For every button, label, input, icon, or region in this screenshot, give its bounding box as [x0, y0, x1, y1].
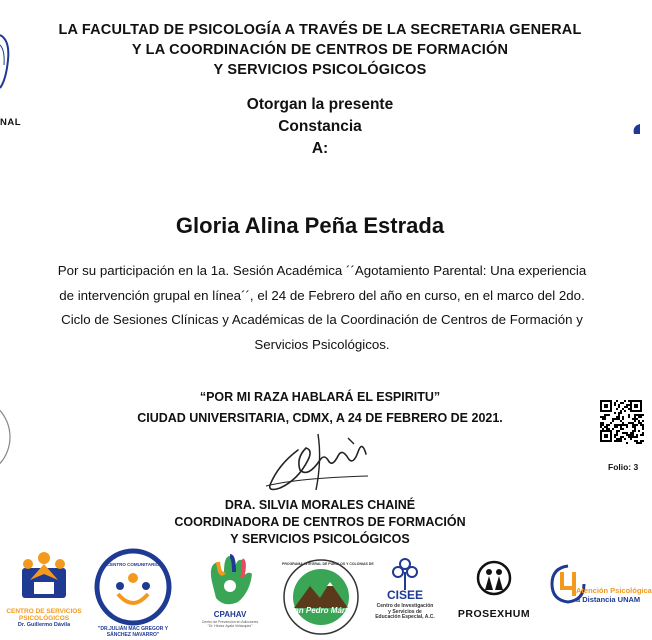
qr-module: [614, 424, 616, 426]
qr-module: [622, 424, 624, 426]
qr-module: [634, 420, 636, 422]
qr-module: [608, 414, 610, 416]
qr-module: [602, 418, 604, 420]
qr-module: [632, 436, 634, 438]
qr-module: [600, 422, 602, 424]
qr-module: [638, 422, 640, 424]
qr-module: [604, 414, 606, 416]
qr-module: [636, 424, 638, 426]
motto-text: “POR MI RAZA HABLARÁ EL ESPIRITU”: [199, 390, 441, 404]
qr-module: [620, 428, 622, 430]
qr-module: [614, 440, 616, 442]
qr-module: [632, 434, 634, 436]
qr-module: [616, 416, 618, 418]
qr-module: [610, 422, 612, 424]
qr-module: [622, 416, 624, 418]
logo5-name: CISEE: [386, 588, 423, 602]
qr-module: [612, 420, 614, 422]
logo1-line-1: CENTRO DE SERVICIOS: [6, 608, 82, 615]
qr-module: [632, 426, 634, 428]
qr-code[interactable]: [600, 400, 644, 460]
signer-title-1: COORDINADORA DE CENTROS DE FORMACIÓN: [174, 515, 466, 529]
qr-module: [640, 416, 642, 418]
qr-module: [616, 424, 618, 426]
qr-module: [614, 412, 616, 414]
qr-module: [622, 436, 624, 438]
qr-module: [626, 406, 628, 408]
qr-module: [640, 414, 642, 416]
qr-module: [606, 426, 608, 428]
qr-module: [634, 414, 636, 416]
header-line-1: LA FACULTAD DE PSICOLOGÍA A TRAVÉS DE LA SECRETARIA GENERAL: [58, 22, 582, 38]
qr-module: [628, 404, 630, 406]
body-line-1: Por su participación en la 1a. Sesión Académica ´´Agotamiento Parental: Una experiencia: [57, 263, 587, 278]
logo3-sub-2: "Dr. Héctor Ayala Velázquez": [207, 624, 253, 628]
seal-partial: [0, 395, 14, 480]
qr-module: [640, 442, 642, 444]
qr-module: [620, 426, 622, 428]
qr-module: [638, 430, 640, 432]
logo-prosexhum: [446, 560, 542, 630]
logo5-sub-3: Educación Especial, A.C.: [375, 614, 435, 620]
qr-module: [602, 416, 604, 418]
qr-module: [608, 428, 610, 430]
qr-module: [636, 436, 638, 438]
header-line-3: Y SERVICIOS PSICOLÓGICOS: [213, 62, 427, 78]
qr-module: [624, 424, 626, 426]
qr-module: [620, 424, 622, 426]
logo5-sub-1: Centro de Investigación: [376, 603, 434, 609]
qr-module: [622, 428, 624, 430]
qr-module: [634, 426, 636, 428]
qr-module: [632, 424, 634, 426]
qr-module: [614, 402, 616, 404]
qr-module: [628, 414, 630, 416]
logo1-line-3: Dr. Guillermo Dávila: [17, 622, 71, 628]
crest-label-partial: NAL: [0, 117, 22, 128]
qr-module: [640, 424, 642, 426]
qr-module: [642, 414, 644, 416]
community-icon: [94, 548, 172, 626]
qr-module: [640, 440, 642, 442]
logo-cisee: [366, 556, 444, 640]
qr-module: [614, 418, 616, 420]
logo-cpahav: [192, 552, 268, 640]
qr-module: [622, 418, 624, 420]
qr-module: [606, 428, 608, 430]
signer-name: DRA. SILVIA MORALES CHAINÉ: [224, 498, 416, 512]
qr-module: [626, 426, 628, 428]
qr-module: [640, 434, 642, 436]
qr-module: [642, 434, 644, 436]
qr-module: [642, 426, 644, 428]
qr-module: [632, 422, 634, 424]
qr-module: [600, 424, 602, 426]
qr-module: [618, 412, 620, 414]
qr-module: [602, 424, 604, 426]
qr-module: [634, 428, 636, 430]
qr-module: [628, 416, 630, 418]
qr-module: [612, 418, 614, 420]
qr-module: [636, 440, 638, 442]
qr-module: [616, 418, 618, 420]
logo2-line-2: SÁNCHEZ NAVARRO": [106, 632, 160, 638]
qr-module: [618, 404, 620, 406]
folio-number: Folio: 3: [608, 462, 639, 472]
qr-module: [628, 434, 630, 436]
qr-module: [616, 434, 618, 436]
qr-module: [634, 424, 636, 426]
qr-module: [626, 442, 628, 444]
logo5-sub-2: y Servicios de: [388, 608, 422, 615]
qr-module: [616, 408, 618, 410]
qr-module: [618, 430, 620, 432]
qr-module: [620, 410, 622, 412]
body-line-3: Ciclo de Sesiones Clínicas y Académicas de la Coordinación de Centros de Formación y: [61, 312, 583, 327]
qr-module: [642, 440, 644, 442]
qr-module: [622, 422, 624, 424]
qr-module: [636, 418, 638, 420]
body-line-2: de intervención grupal en línea´´, el 24 de Febrero del año en curso, en el marco del 2do.: [59, 287, 585, 303]
qr-module: [630, 436, 632, 438]
qr-module: [616, 440, 618, 442]
signer-title-2: Y SERVICIOS PSICOLÓGICOS: [230, 532, 410, 546]
qr-module: [602, 422, 604, 424]
qr-module: [606, 424, 608, 426]
qr-module: [628, 408, 630, 410]
logo2-top-text: CENTRO COMUNITARIO: [106, 562, 160, 567]
qr-module: [618, 424, 620, 426]
qr-module: [634, 440, 636, 442]
qr-module: [642, 420, 644, 422]
qr-module: [624, 400, 626, 402]
header-line-2: Y LA COORDINACIÓN DE CENTROS DE FORMACIÓN: [131, 42, 509, 58]
qr-module: [618, 418, 620, 420]
qr-module: [638, 414, 640, 416]
qr-module: [620, 438, 622, 440]
qr-module: [602, 428, 604, 430]
qr-module: [618, 416, 620, 418]
qr-module: [632, 432, 634, 434]
body-line-4: Servicios Psicológicos.: [254, 336, 390, 352]
qr-module: [614, 434, 616, 436]
qr-module: [600, 426, 602, 428]
qr-module: [618, 438, 620, 440]
signer-block: [0, 497, 640, 548]
qr-module: [620, 402, 622, 404]
qr-module: [618, 440, 620, 442]
qr-module: [640, 422, 642, 424]
logo1-line-2: PSICOLÓGICOS: [18, 615, 70, 622]
logo3-sub-1: Centro de Prevención en Adicciones: [201, 620, 259, 624]
qr-module: [622, 432, 624, 434]
qr-module: [616, 400, 618, 402]
qr-module: [628, 436, 630, 438]
qr-module: [630, 438, 632, 440]
qr-module: [626, 404, 628, 406]
qr-module: [614, 404, 616, 406]
flower-icon: [392, 556, 418, 590]
figures-icon: [476, 560, 512, 596]
qr-module: [642, 432, 644, 434]
qr-module: [608, 424, 610, 426]
qr-module: [626, 424, 628, 426]
logo4-arc-text: PROGRAMA INTEGRAL DE PUEBLOS Y COLONIAS DE: [282, 562, 374, 566]
motto-block: [0, 387, 640, 429]
qr-module: [636, 414, 638, 416]
qr-module: [616, 432, 618, 434]
logo-atencion-psicologica: [548, 560, 652, 630]
recipient-name: Gloria Alina Peña Estrada: [175, 213, 445, 238]
qr-module: [616, 430, 618, 432]
qr-module: [622, 402, 624, 404]
qr-module: [614, 426, 616, 428]
qr-module: [616, 438, 618, 440]
qr-module: [618, 414, 620, 416]
qr-module: [618, 406, 620, 408]
qr-module: [636, 434, 638, 436]
qr-module: [616, 426, 618, 428]
qr-module: [624, 438, 626, 440]
qr-module: [620, 420, 622, 422]
logo2-line-1: "DR.JULIÁN MAC GREGOR Y: [97, 626, 169, 632]
qr-module: [620, 440, 622, 442]
qr-module: [620, 412, 622, 414]
grant-line-2: Constancia: [278, 118, 362, 135]
qr-module: [634, 436, 636, 438]
qr-module: [634, 430, 636, 432]
qr-module: [636, 442, 638, 444]
qr-module: [630, 422, 632, 424]
hand-icon: [204, 552, 256, 608]
people-icon: [16, 550, 72, 604]
qr-module: [632, 430, 634, 432]
grant-line-1: Otorgan la presente: [246, 96, 394, 113]
qr-module: [634, 416, 636, 418]
qr-module: [624, 432, 626, 434]
qr-module: [638, 442, 640, 444]
qr-module: [630, 434, 632, 436]
qr-module: [638, 420, 640, 422]
qr-module: [604, 416, 606, 418]
qr-module: [642, 428, 644, 430]
certificate-header: [0, 20, 640, 80]
qr-module: [628, 400, 630, 402]
logo-san-pedro-martir: [282, 558, 374, 636]
qr-module: [632, 418, 634, 420]
logo7-line-1: Atención Psicológica: [576, 586, 652, 595]
qr-module: [604, 426, 606, 428]
qr-module: [600, 416, 602, 418]
qr-module: [606, 414, 608, 416]
qr-module: [604, 418, 606, 420]
logo4-name: San Pedro Mártir: [288, 606, 353, 615]
qr-module: [630, 432, 632, 434]
logo7-line-2: a Distancia UNAM: [576, 595, 641, 604]
qr-module: [624, 410, 626, 412]
qr-module: [638, 416, 640, 418]
qr-module: [622, 408, 624, 410]
qr-module: [626, 434, 628, 436]
qr-module: [612, 428, 614, 430]
logo3-name: CPAHAV: [213, 610, 247, 619]
logo-centro-servicios-psicologicos: [6, 550, 82, 640]
qr-module: [614, 436, 616, 438]
logo6-name: PROSEXHUM: [457, 608, 531, 620]
qr-module: [620, 436, 622, 438]
certificate-body: [34, 259, 610, 357]
qr-module: [626, 432, 628, 434]
place-date: CIUDAD UNIVERSITARIA, CDMX, A 24 DE FEBRERO DE 2021.: [137, 411, 503, 425]
handwritten-signature: [258, 430, 378, 500]
logo-centro-comunitario: [88, 548, 178, 640]
qr-module: [642, 424, 644, 426]
qr-module: [634, 418, 636, 420]
grant-statement: [0, 94, 640, 160]
qr-module: [628, 422, 630, 424]
grant-line-3: A:: [311, 140, 329, 157]
qr-module: [624, 406, 626, 408]
mountain-seal-icon: [282, 558, 374, 636]
